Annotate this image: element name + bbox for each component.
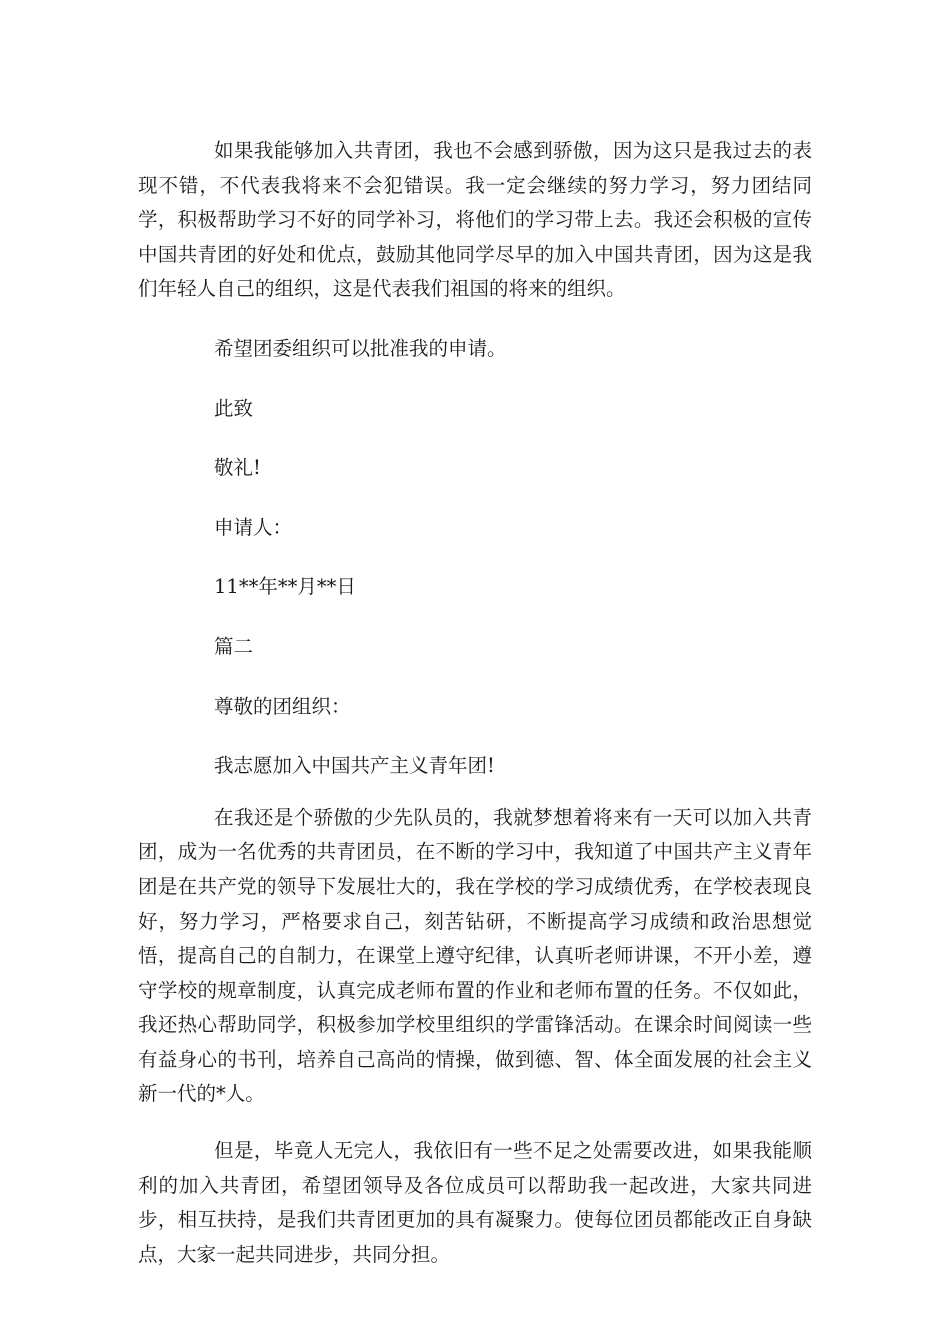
- wish-line: 我志愿加入中国共产主义青年团!: [214, 754, 495, 778]
- paragraph-commitment: 如果我能够加入共青团，我也不会感到骄傲，因为这只是我过去的表现不错，不代表我将来不会犯错误。我一定会继续的努力学习，努力团结同学，积极帮助学习不好的同学补习，将他们的学习带上去。我还会积极的宣传中国共青团的好处和优点，鼓励其他同学尽早的加入中国共青团，因为这是我们年轻人自己的组织，这是代表我们祖国的将来的组织。: [138, 139, 812, 301]
- greeting-line: 尊敬的团组织：: [214, 694, 351, 718]
- date-line: 11**年**月**日: [214, 575, 356, 599]
- section-title: 篇二: [214, 634, 254, 658]
- hope-line: 希望团委组织可以批准我的申请。: [214, 336, 507, 360]
- salutation-jingli: 敬礼!: [214, 456, 261, 480]
- paragraph-background: 在我还是个骄傲的少先队员的，我就梦想着将来有一天可以加入共青团，成为一名优秀的共青团员，在不断的学习中，我知道了中国共产主义青年团是在共产党的领导下发展壮大的，我在学校的学习成绩优秀，在学校表现良好，努力学习，严格要求自己，刻苦钻研，不断提高学习成绩和政治思想觉悟，提高自己的自制力，在课堂上遵守纪律，认真听老师讲课，不开小差，遵守学校的规章制度，认真完成老师布置的作业和老师布置的任务。不仅如此，我还热心帮助同学，积极参加学校里组织的学雷锋活动。在课余时间阅读一些有益身心的书刊，培养自己高尚的情操，做到德、智、体全面发展的社会主义新一代的*人。: [138, 805, 812, 1106]
- paragraph-improvement: 但是，毕竟人无完人，我依旧有一些不足之处需要改进，如果我能顺利的加入共青团，希望团领导及各位成员可以帮助我一起改进，大家共同进步，相互扶持，是我们共青团更加的具有凝聚力。使每位团员都能改正自身缺点，大家一起共同进步，共同分担。: [138, 1139, 812, 1266]
- document-body: [138, 134, 812, 1272]
- salutation-cizhi: 此致: [214, 396, 254, 420]
- applicant-label: 申请人：: [214, 515, 293, 539]
